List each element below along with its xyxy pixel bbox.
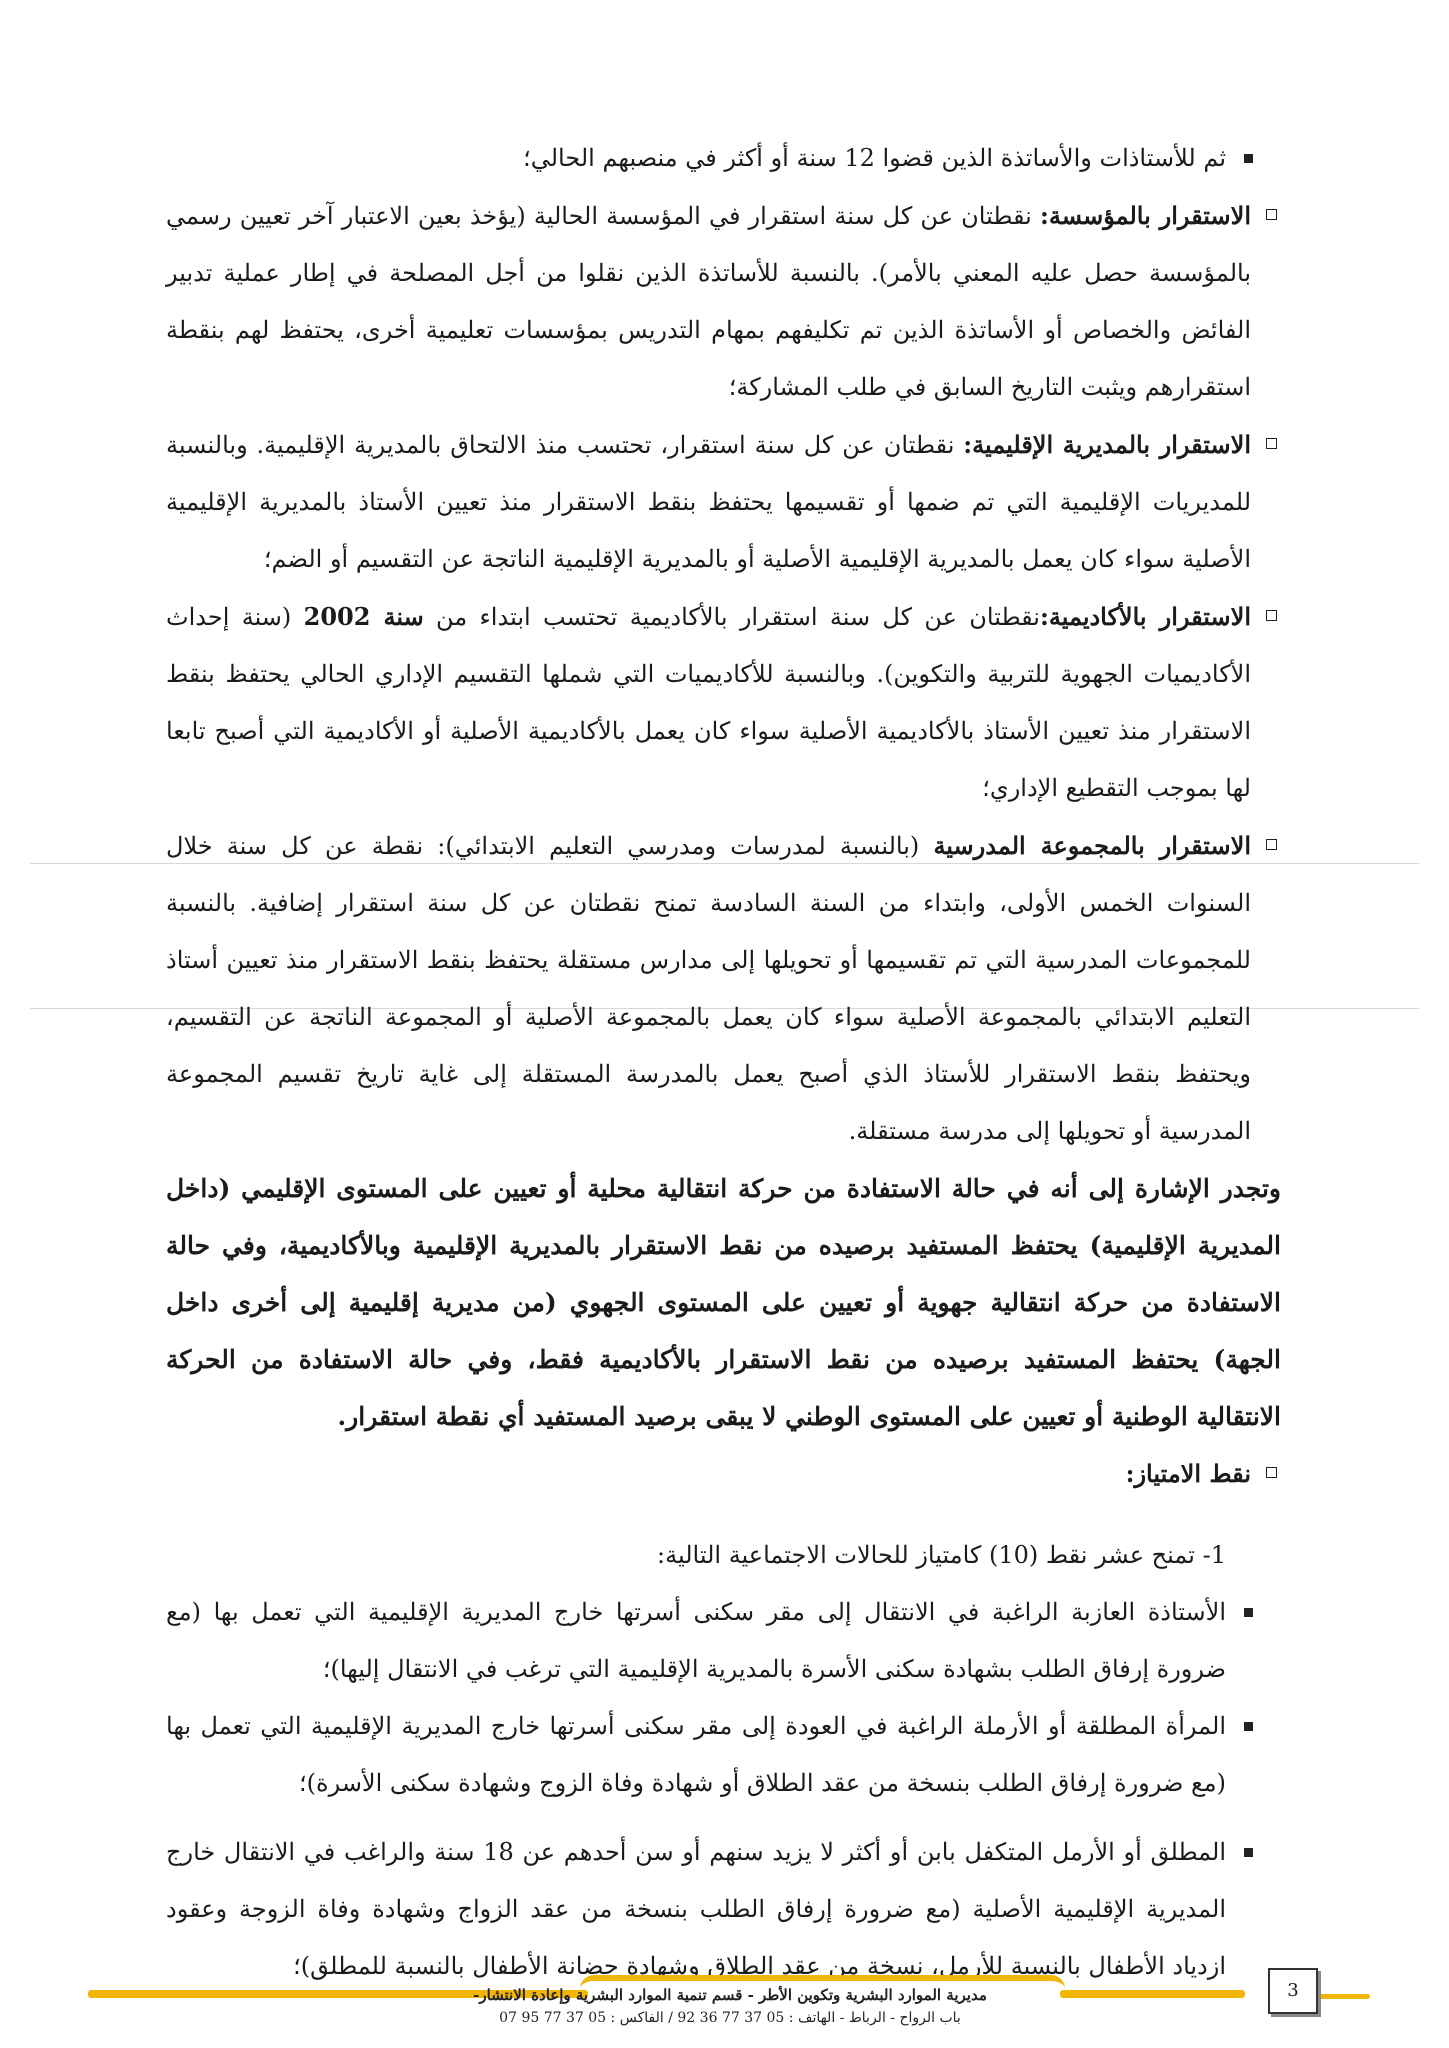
square-bullet-icon bbox=[1244, 1848, 1253, 1857]
criterion-directorate bbox=[166, 416, 1281, 588]
checkbox-bullet-icon bbox=[1266, 610, 1277, 621]
paragraph-text: المرأة المطلقة أو الأرملة الراغبة في العودة إلى مقر سكنى أسرتها خارج المديرية الإقليمية التي تعمل بها (مع ضرورة إرفاق الطلب بنسخة من عقد الطلاق أو شهادة وفاة الزوج وشهادة سكنى الأسرة)؛ bbox=[166, 1712, 1226, 1797]
checkbox-bullet-icon bbox=[1266, 438, 1277, 449]
paragraph-text: نقطتان عن كل سنة استقرار في المؤسسة الحالية (يؤخذ بعين الاعتبار آخر تعيين رسمي بالمؤسسة حصل عليه المعني بالأمر). بالنسبة للأساتذة الذين نقلوا من أجل المصلحة في إطار عملية تدبير الفائض والخصاص أو الأساتذة الذين تم تكليفهم بمهام التدريس بمؤسسات تعليمية أخرى، يحتفظ لهم بنقطة استقرارهم ويثبت التاريخ السابق في طلب المشاركة؛ bbox=[166, 202, 1251, 401]
criterion-privilege bbox=[166, 1445, 1281, 1503]
year-emphasis: سنة 2002 bbox=[303, 602, 424, 631]
bullet-item bbox=[166, 1824, 1281, 1995]
bullet-item bbox=[166, 130, 1281, 187]
document-body bbox=[166, 130, 1281, 1995]
paragraph-text: ثم للأستاذات والأساتذة الذين قضوا 12 سنة أو أكثر في منصبهم الحالي؛ bbox=[523, 144, 1226, 172]
criterion-term: الاستقرار بالمؤسسة: bbox=[1039, 201, 1251, 230]
square-bullet-icon bbox=[1244, 1608, 1253, 1617]
footer-department: مديرية الموارد البشرية وتكوين الأطر - قسم تنمية الموارد البشرية وإعادة الانتشار- bbox=[473, 1986, 987, 2004]
paragraph-text: (سنة إحداث الأكاديميات الجهوية للتربية والتكوين). وبالنسبة للأكاديميات التي شملها التقسيم الإداري الحالي يحتفظ بنقط الاستقرار منذ تعيين الأستاذ بالأكاديمية الأصلية سواء كان يعمل بالأكاديمية الأصلية أو الأكاديمية التي أصبح تابعا لها بموجب التقطيع الإداري؛ bbox=[166, 603, 1251, 802]
bullet-item bbox=[166, 1698, 1281, 1812]
numbered-heading: 1- تمنح عشر نقط (10) كامتياز للحالات الاجتماعية التالية: bbox=[657, 1541, 1226, 1569]
criterion-school-group bbox=[166, 817, 1281, 1160]
paragraph-text: الأستاذة العازبة الراغبة في الانتقال إلى مقر سكنى أسرتها خارج المديرية الإقليمية التي تعمل بها (مع ضرورة إرفاق الطلب بشهادة سكنى الأسرة بالمديرية الإقليمية التي ترغب في الانتقال إليها)؛ bbox=[166, 1598, 1226, 1683]
paragraph-text: نقطتان عن كل سنة استقرار، تحتسب منذ الالتحاق بالمديرية الإقليمية. وبالنسبة للمديريات الإقليمية التي تم ضمها أو تقسيمها يحتفظ بنقط الاستقرار منذ تعيين الأستاذ بالمديرية الإقليمية الأصلية سواء كان يعمل بالمديرية الإقليمية الأصلية أو بالمديرية الإقليمية الناتجة عن التقسيم أو الضم؛ bbox=[166, 431, 1252, 573]
bullet-item bbox=[166, 1584, 1281, 1698]
criterion-term: الاستقرار بالمجموعة المدرسية bbox=[933, 831, 1252, 860]
checkbox-bullet-icon bbox=[1266, 209, 1277, 220]
criterion-academy bbox=[166, 588, 1281, 817]
criterion-institution bbox=[166, 187, 1281, 416]
criterion-term: الاستقرار بالأكاديمية: bbox=[1039, 602, 1252, 631]
page-number: 3 bbox=[1268, 1968, 1318, 2014]
footer-accent-line bbox=[1060, 1990, 1245, 1998]
paragraph-text: المطلق أو الأرمل المتكفل بابن أو أكثر لا يزيد سنهم أو سن أحدهم عن 18 سنة والراغب في الانتقال خارج المديرية الإقليمية الأصلية (مع ضرورة إرفاق الطلب بنسخة من عقد الزواج وشهادة وفاة الزوجة وعقود ازدياد الأطفال بالنسبة للأرمل، نسخة من عقد الطلاق وشهادة حضانة الأطفال بالنسبة للمطلق)؛ bbox=[166, 1838, 1226, 1980]
square-bullet-icon bbox=[1244, 1722, 1253, 1731]
paragraph-text: نقطتان عن كل سنة استقرار بالأكاديمية تحتسب ابتداء من bbox=[423, 603, 1040, 631]
paragraph-text: (بالنسبة لمدرسات ومدرسي التعليم الابتدائي): نقطة عن كل سنة خلال السنوات الخمس الأولى، وابتداء من السنة السادسة تمنح نقطتان عن كل سنة استقرار إضافية. بالنسبة للمجموعات المدرسية التي تم تقسيمها أو تحويلها إلى مدارس مستقلة يحتفظ بنقط الاستقرار منذ تعيين أستاذ التعليم الابتدائي بالمجموعة الأصلية سواء كان يعمل بالمجموعة الأصلية أو المجموعة الناتجة عن التقسيم، ويحتفظ بنقط الاستقرار للأستاذ الذي أصبح يعمل بالمدرسة المستقلة إلى غاية تاريخ تقسيم المجموعة المدرسية أو تحويلها إلى مدرسة مستقلة. bbox=[166, 832, 1252, 1145]
criterion-term: نقط الامتياز: bbox=[1125, 1459, 1251, 1488]
criterion-term: الاستقرار بالمديرية الإقليمية: bbox=[963, 430, 1251, 459]
checkbox-bullet-icon bbox=[1266, 1467, 1277, 1478]
square-bullet-icon bbox=[1244, 154, 1253, 163]
checkbox-bullet-icon bbox=[1266, 839, 1277, 850]
important-note: وتجدر الإشارة إلى أنه في حالة الاستفادة من حركة انتقالية محلية أو تعيين على المستوى الإقليمي (داخل المديرية الإقليمية) يحتفظ المستفيد برصيده من نقط الاستقرار بالمديرية الإقليمية وبالأكاديمية، وفي حالة الاستفادة من حركة انتقالية جهوية أو تعيين على المستوى الجهوي (من مديرية إقليمية إلى أخرى داخل الجهة) يحتفظ المستفيد برصيده من نقط الاستقرار بالأكاديمية فقط، وفي حالة الاستفادة من الحركة الانتقالية الوطنية أو تعيين على المستوى الوطني لا يبقى برصيد المستفيد أي نقطة استقرار. bbox=[166, 1174, 1281, 1431]
footer-contact: باب الرواح - الرباط - الهاتف : 05 37 77 36 92 / الفاكس : 05 37 77 95 07 bbox=[499, 2010, 961, 2026]
